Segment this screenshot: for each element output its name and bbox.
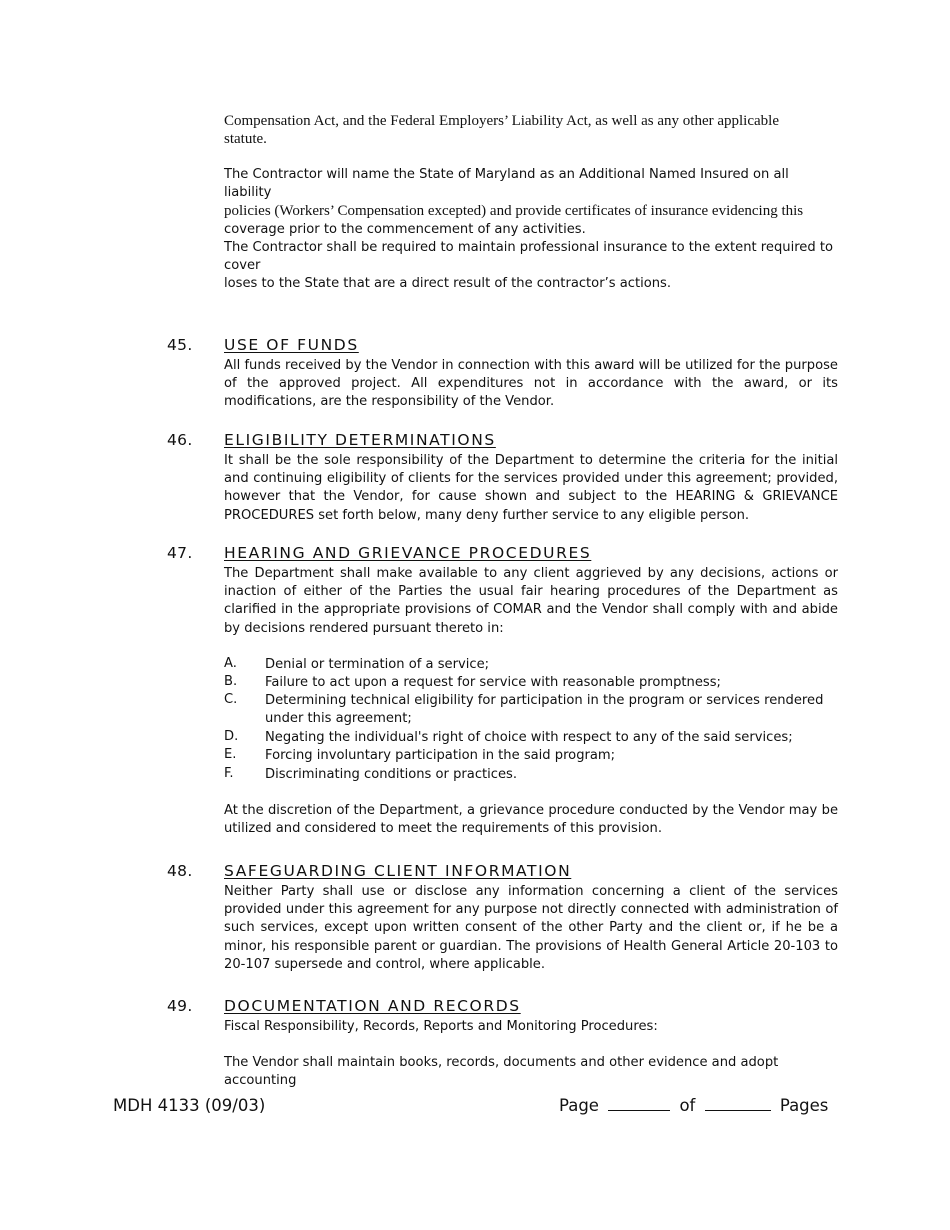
section-closing: At the discretion of the Department, a grievance procedure conducted by the Vendor may be utilized and considered to meet the requirements of this provision. — [224, 803, 838, 837]
continuation-paragraph-1 — [224, 112, 838, 148]
list-item: Discriminating conditions or practices. — [265, 767, 518, 782]
list-item-letter: C. — [224, 692, 238, 707]
section-title: ELIGIBILITY DETERMINATIONS — [224, 431, 496, 449]
text-line: coverage prior to the commencement of any activities. — [224, 221, 586, 237]
list-item-letter: E. — [224, 747, 237, 762]
form-id: MDH 4133 (09/03) — [113, 1096, 266, 1115]
pages-blank — [705, 1096, 771, 1111]
list-item-letter: F. — [224, 766, 234, 781]
list-item: Forcing involuntary participation in the said program; — [265, 748, 616, 763]
section-title: DOCUMENTATION AND RECORDS — [224, 997, 521, 1015]
section-subtitle: Fiscal Responsibility, Records, Reports and Monitoring Procedures: — [224, 1019, 658, 1034]
pages-label: Pages — [779, 1096, 829, 1115]
list-item-letter: A. — [224, 656, 237, 671]
list-item: Failure to act upon a request for service with reasonable promptness; — [265, 675, 721, 690]
text-line: statute. — [224, 131, 267, 148]
section-number: 47. — [167, 544, 193, 562]
list-item: Negating the individual's right of choice with respect to any of the said services; — [265, 730, 793, 745]
section-number: 45. — [167, 336, 193, 354]
text-line: The Contractor shall be required to maintain professional insurance to the extent required to cover — [224, 240, 833, 274]
text-line: loses to the State that are a direct result of the contractor’s actions. — [224, 276, 672, 292]
section-body: It shall be the sole responsibility of the Department to determine the criteria for the initial and continuing eligibility of clients for the services provided under this agreement; provided, however that the Vendor, for cause shown and subject to the HEARING & GRIEVANCE PROCEDURES set forth below, many deny further service to any eligible person. — [224, 453, 838, 523]
section-body: The Vendor shall maintain books, records, documents and other evidence and adopt accounting — [224, 1055, 779, 1089]
list-item: Denial or termination of a service; — [265, 657, 490, 672]
section-title: HEARING AND GRIEVANCE PROCEDURES — [224, 544, 592, 562]
list-item: Determining technical eligibility for participation in the program or services rendered under this agreement; — [265, 693, 824, 727]
section-number: 49. — [167, 997, 193, 1015]
continuation-paragraph-3 — [224, 239, 838, 294]
continuation-paragraph-2 — [224, 166, 838, 239]
list-item-letter: D. — [224, 729, 239, 744]
section-title: SAFEGUARDING CLIENT INFORMATION — [224, 862, 572, 880]
page-blank — [608, 1096, 670, 1111]
text-line: policies (Workers’ Compensation excepted) and provide certificates of insurance evidencing this — [224, 203, 804, 220]
section-number: 48. — [167, 862, 193, 880]
text-line: Compensation Act, and the Federal Employers’ Liability Act, as well as any other applicable — [224, 113, 779, 129]
text-line: The Contractor will name the State of Maryland as an Additional Named Insured on all liability — [224, 167, 789, 201]
section-body: The Department shall make available to any client aggrieved by any decisions, actions or inaction of either of the Parties the usual fair hearing procedures of the Department as clarified in the appropriate provisions of COMAR and the Vendor shall comply with and abide by decisions rendered pursuant thereto in: — [224, 566, 838, 636]
section-number: 46. — [167, 431, 193, 449]
section-title: USE OF FUNDS — [224, 336, 359, 354]
page-number-line — [559, 1096, 828, 1115]
section-body: All funds received by the Vendor in connection with this award will be utilized for the purpose of the approved project. All expenditures not in accordance with the award, or its modifications, are the responsibility of the Vendor. — [224, 358, 838, 410]
section-body: Neither Party shall use or disclose any information concerning a client of the services provided under this agreement for any purpose not directly connected with administration of such services, except upon written consent of the other Party and the client or, if he be a minor, his responsible parent or guardian. The provisions of Health General Article 20-103 to 20-107 supersede and control, where applicable. — [224, 884, 838, 972]
list-item-letter: B. — [224, 674, 238, 689]
of-label: of — [679, 1096, 696, 1115]
page-label: Page — [559, 1096, 599, 1115]
